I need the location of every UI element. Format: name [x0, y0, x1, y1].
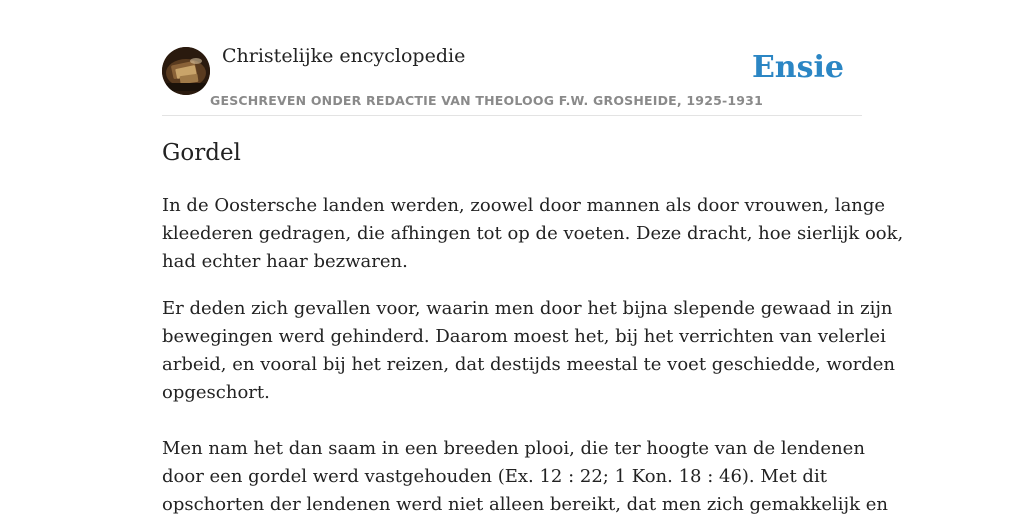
article-paragraph-3: [162, 435, 888, 519]
paragraph-line: Men nam het dan saam in een breeden plooi, die ter hoogte van de lendenen: [162, 438, 865, 459]
paragraph-line: arbeid, en vooral bij het reizen, dat destijds meestal te voet geschiedde, worden: [162, 354, 896, 375]
page-title: Gordel: [162, 140, 241, 166]
encyclopedia-avatar[interactable]: [162, 47, 210, 95]
page-container: [162, 0, 904, 515]
paragraph-line: opschorten der lendenen werd niet alleen bereikt, dat men zich gemakkelijk en: [162, 494, 888, 515]
paragraph-line: door een gordel werd vastgehouden (Ex. 12 : 22; 1 Kon. 18 : 46). Met dit: [162, 466, 827, 487]
article-paragraph-1: [162, 192, 904, 276]
paragraph-line: opgeschort.: [162, 382, 270, 403]
paragraph-line: Er deden zich gevallen voor, waarin men door het bijna slepende gewaad in zijn: [162, 298, 893, 319]
site-subtitle: GESCHREVEN ONDER REDACTIE VAN THEOLOOG F.W. GROSHEIDE, 1925-1931: [210, 93, 763, 108]
brand-logo-link[interactable]: Ensie: [751, 50, 844, 85]
article-paragraph-2: [162, 295, 896, 407]
article-body: [162, 192, 904, 519]
paragraph-line: In de Oostersche landen werden, zoowel door mannen als door vrouwen, lange: [162, 195, 886, 216]
paragraph-line: kleederen gedragen, die afhingen tot op de voeten. Deze dracht, hoe sierlijk ook,: [162, 223, 904, 244]
site-header: [162, 0, 862, 116]
site-title[interactable]: Christelijke encyclopedie: [222, 45, 466, 67]
paragraph-line: had echter haar bezwaren.: [162, 251, 408, 272]
paragraph-line: bewegingen werd gehinderd. Daarom moest het, bij het verrichten van velerlei: [162, 326, 886, 347]
